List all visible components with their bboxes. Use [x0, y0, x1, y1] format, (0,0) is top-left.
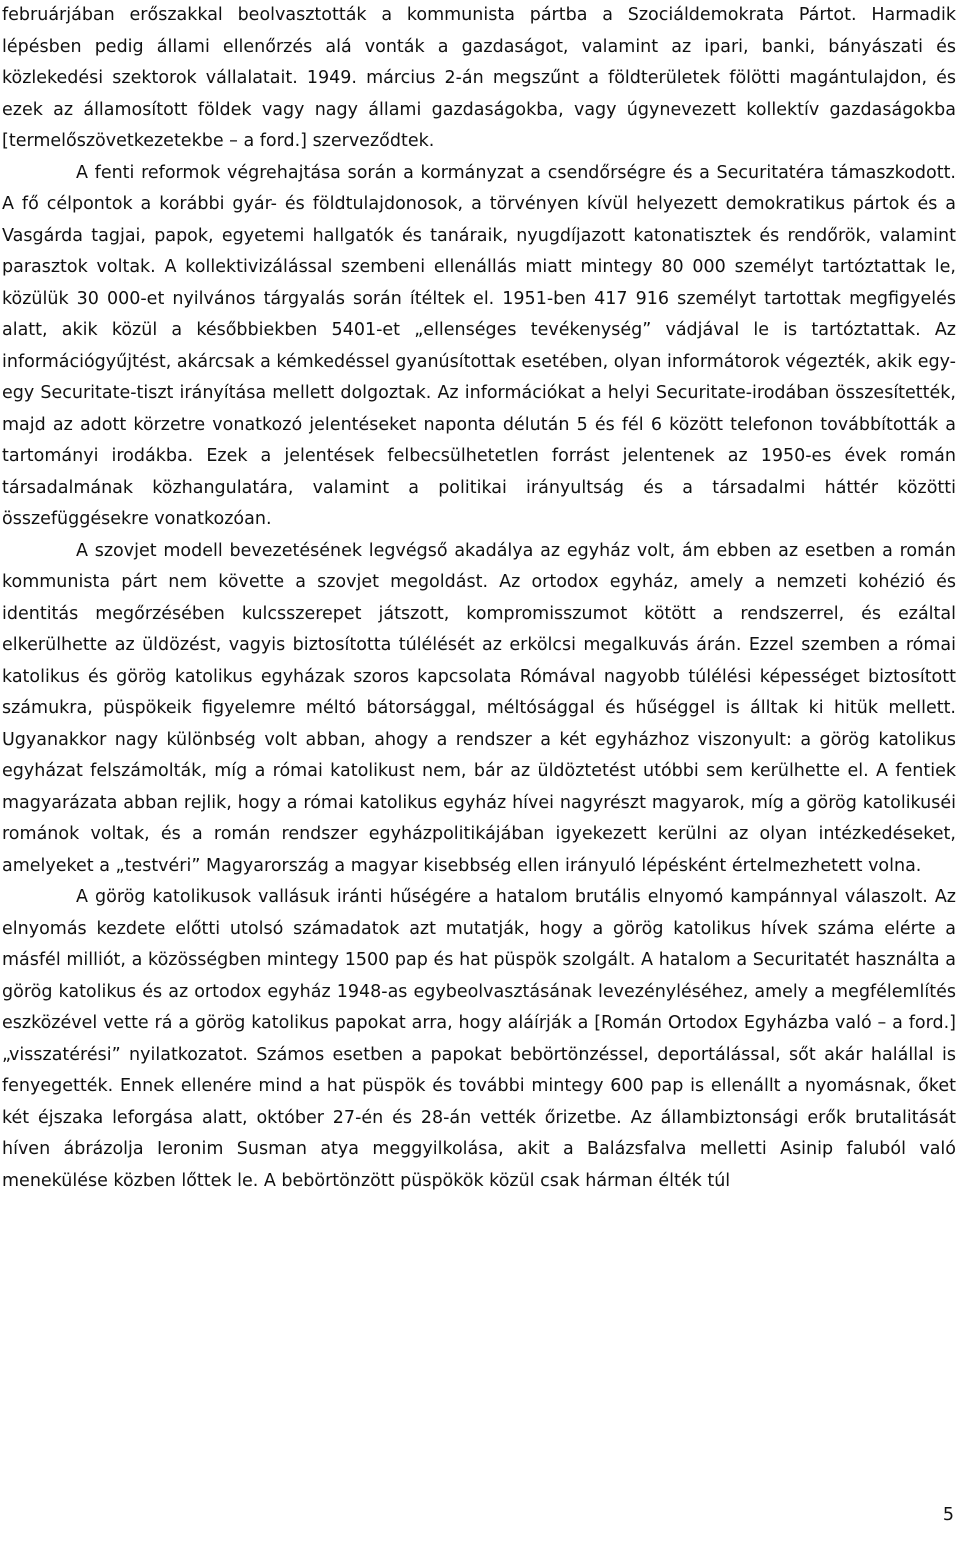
- paragraph-3: A szovjet modell bevezetésének legvégső akadálya az egyház volt, ám ebben az esetben a román kommunista párt nem követte a szovjet megoldást. Az ortodox egyház, amely a nemzeti kohézió és identitás megőrzésében kulcsszerepet játszott, kompromisszumot kötött a rendszerrel, és ezáltal elkerülhette az üldözést, vagyis biztosította túlélését az erkölcsi megalkuvás árán. Ezzel szemben a római katolikus és görög katolikus egyházak szoros kapcsolata Rómával nagyobb túlélési képességet biztosított számukra, püspökeik figyelemre méltó bátorsággal, méltósággal és hűséggel is álltak ki hitük mellett. Ugyanakkor nagy különbség volt abban, ahogy a rendszer a két egyházhoz viszonyult: a görög katolikus egyházat felszámolták, míg a római katolikust nem, bár az üldöztetést utóbbi sem kerülhette el. A fentiek magyarázata abban rejlik, hogy a római katolikus egyház hívei nagyrészt magyarok, míg a görög katolikuséi románok voltak, és a román rendszer egyházpolitikájában igyekezett kerülni az olyan intézkedéseket, amelyeket a „testvéri” Magyarország a magyar kisebbség ellen irányuló lépésként értelmezhetett volna.: [2, 540, 956, 876]
- paragraph-1: februárjában erőszakkal beolvasztották a kommunista pártba a Szociáldemokrata Pártot. Harmadik lépésben pedig állami ellenőrzés alá vonták a gazdaságot, valamint az ipari, banki, bányászati és közlekedési szektorok vállalatait. 1949. március 2-án megszűnt a földterületek fölötti magántulajdon, és ezek az államosított földek vagy nagy állami gazdaságokba, vagy úgynevezett kollektív gazdaságokba [termelőszövetkezetekbe – a ford.] szerveződtek.: [2, 5, 956, 151]
- paragraph-4: A görög katolikusok vallásuk iránti hűségére a hatalom brutális elnyomó kampánnyal válaszolt. Az elnyomás kezdete előtti utolsó számadatok azt mutatják, hogy a görög katolikus hívek száma elérte a másfél milliót, a közösségben mintegy 1500 pap és hat püspök szolgált. A hatalom a Securitatét használta a görög katolikus és az ortodox egyház 1948-as egybeolvasztásának levezényléséhez, amely a megfélemlítés eszközével vette rá a görög katolikus papokat arra, hogy aláírják a [Román Ortodox Egyházba való – a ford.] „visszatérési” nyilatkozatot. Számos esetben a papokat bebörtönzéssel, deportálással, sőt akár halállal is fenyegették. Ennek ellenére mind a hat püspök és további mintegy 600 pap is ellenállt a nyomásnak, őket két éjszaka leforgása alatt, október 27-én és 28-án vették őrizetbe. Az állambiztonsági erők brutalitását híven ábrázolja Ieronim Susman atya meggyilkolása, akit a Balázsfalva melletti Asinip faluból való menekülése közben lőttek le. A bebörtönzött püspökök közül csak hárman élték túl: [2, 887, 956, 1191]
- paragraph-2: A fenti reformok végrehajtása során a kormányzat a csendőrségre és a Securitatéra támaszkodott. A fő célpontok a korábbi gyár- és földtulajdonosok, a törvényen kívül helyezett demokratikus pártok és a Vasgárda tagjai, papok, egyetemi hallgatók és tanáraik, nyugdíjazott katonatisztek és rendőrök, valamint parasztok voltak. A kollektivizálással szembeni ellenállás miatt mintegy 80 000 személyt tartóztattak le, közülük 30 000-et nyilvános tárgyalás során ítéltek el. 1951-ben 417 916 személyt tartottak megfigyelés alatt, akik közül a későbbiekben 5401-et „ellenséges tevékenység” vádjával le is tartóztattak. Az információgyűjtést, akárcsak a kémkedéssel gyanúsítottak esetében, olyan informátorok végezték, akik egy-egy Securitate-tiszt irányítása mellett dolgoztak. Az információkat a helyi Securitate-irodában összesítették, majd az adott körzetre vonatkozó jelentéseket naponta délután 5 és fél 6 között telefonon továbbították a tartományi irodákba. Ezek a jelentések felbecsülhetetlen forrást jelentenek az 1950-es évek román társadalmának közhangulatára, valamint a politikai irányultság és a társadalmi háttér közötti összefüggésekre vonatkozóan.: [2, 162, 956, 529]
- page-number: 5: [942, 1505, 954, 1525]
